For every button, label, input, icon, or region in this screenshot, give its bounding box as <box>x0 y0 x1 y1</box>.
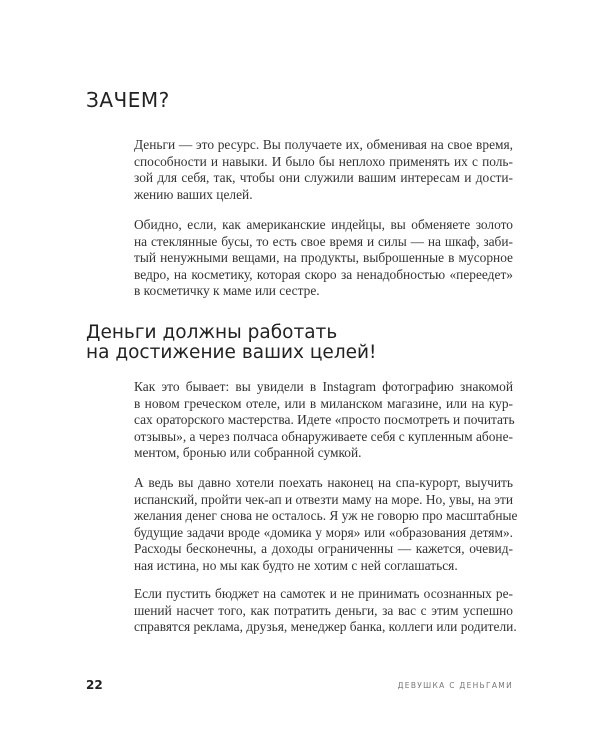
text-line: Если пустить бюджет на самотек и не принимать осознанных ре- <box>134 586 513 601</box>
text-line: будущие задачи вроде «домика у моря» или «образования детям». <box>134 524 513 540</box>
paragraph <box>134 475 518 575</box>
text-line: Как это бывает: вы увидели в Instagram фотографию знакомой <box>134 379 513 394</box>
paragraph <box>134 217 513 300</box>
text-line: Деньги — это ресурс. Вы получаете их, обменивая на свое время, <box>134 137 513 152</box>
section-heading-why: ЗАЧЕМ? <box>86 88 170 112</box>
paragraph <box>134 586 517 636</box>
text-line: в косметичку к маме или сестре. <box>134 283 320 299</box>
text-line: А ведь вы давно хотели поехать наконец на спа-курорт, выучить <box>134 475 513 490</box>
paragraph <box>134 137 513 203</box>
text-line: желания денег снова не осталось. Я уж не говорю про масштабные <box>134 508 518 524</box>
text-line: Обидно, если, как американские индейцы, вы обменяете золото <box>134 217 513 232</box>
text-line: сах ораторского мастерства. Идете «просто посмотреть и почитать <box>134 412 515 428</box>
text-line: жению ваших целей. <box>134 186 253 202</box>
section-heading-money-goals <box>86 323 376 363</box>
text-line: шений насчет того, как потратить деньги, за вас с этим успешно <box>134 602 513 618</box>
text-line: ведро, на косметику, которая скоро за ненадобностью «переедет» <box>134 266 513 282</box>
page-number: 22 <box>86 678 103 692</box>
text-line: справятся реклама, друзья, менеджер банка, коллеги или родители. <box>134 619 517 635</box>
heading-line: Деньги должны работать <box>86 322 338 343</box>
text-line: тый ненужными вещами, на продукты, выброшенные в мусорное <box>134 250 513 266</box>
text-line: испанский, пройти чек-ап и отвезти маму на море. Но, увы, на эти <box>134 491 513 507</box>
text-line: Расходы бесконечны, а доходы ограниченны — кажется, очевид- <box>134 541 513 557</box>
text-line: отзывы», а через полчаса обнаруживаете себя с купленным абоне- <box>134 428 513 444</box>
running-head: ДЕВУШКА С ДЕНЬГАМИ <box>397 681 513 690</box>
text-line: на стеклянные бусы, то есть свое время и силы — на шкаф, заби- <box>134 233 513 249</box>
heading-line: на достижение ваших целей! <box>86 342 377 363</box>
text-line: ментом, бронью или собранной сумкой. <box>134 445 362 461</box>
text-line: зой для себя, так, чтобы они служили вашим интересам и дости- <box>134 170 513 186</box>
text-line: способности и навыки. И было бы неплохо применять их с поль- <box>134 153 513 169</box>
text-line: в новом греческом отеле, или в миланском магазине, или на кур- <box>134 395 513 411</box>
paragraph <box>134 379 513 462</box>
text-line: ная истина, но мы как будто не хотим с ней соглашаться. <box>134 557 458 573</box>
